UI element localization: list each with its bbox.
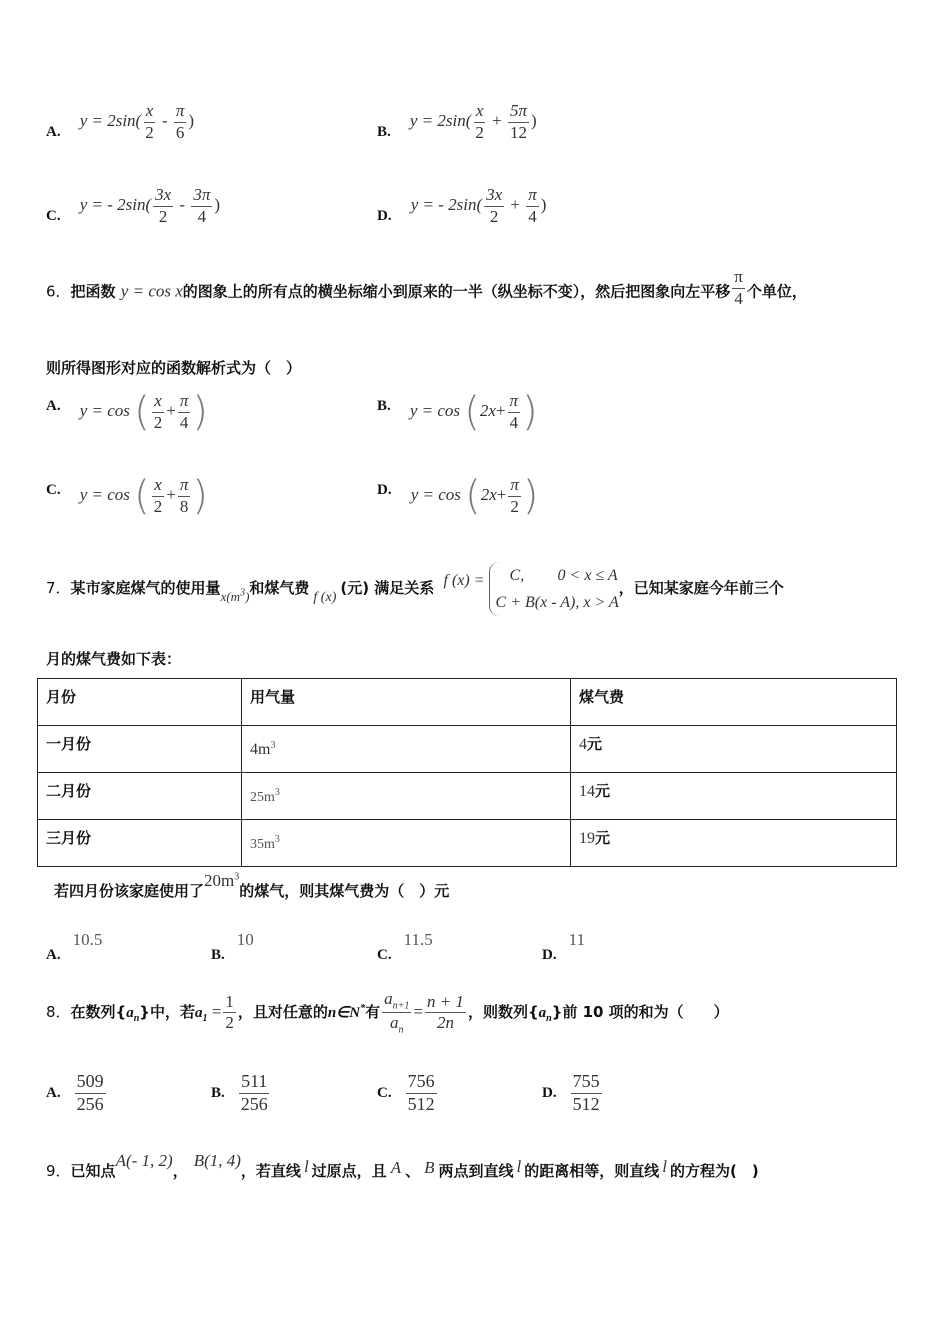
april-usage: $20m^3$ <box>204 871 240 890</box>
frac-num: x <box>144 102 156 123</box>
stem-text: 和煤气费 <box>249 578 310 597</box>
frac-den: 2 <box>489 206 499 226</box>
option-label: B. <box>211 1084 225 1101</box>
frac-num: π <box>174 102 187 123</box>
option-label: D. <box>542 1084 557 1101</box>
q5-option-b[interactable] <box>377 102 537 142</box>
q5-option-a[interactable] <box>46 102 194 142</box>
question-number: 7． <box>46 578 71 597</box>
fee-cell: 14元 <box>571 773 897 820</box>
option-value: 11.5 <box>403 930 433 949</box>
option-label: B. <box>377 398 391 415</box>
stem-text: ，已知某家庭今年前三个 <box>618 578 784 597</box>
q8-option-b[interactable]: B. $\frac{511}{256}$ <box>211 1071 268 1114</box>
frac-den: 2 <box>475 122 484 142</box>
q6-option-c[interactable]: C. y = cos ( $\frac{x}{2}$ + $\frac{\pi}{8}$ ) <box>46 473 208 520</box>
option-value: 10 <box>236 930 254 949</box>
q6-option-b[interactable]: B. y = cos (2x+ $\frac{\pi}{4}$ ) <box>377 389 538 436</box>
table-row <box>38 773 897 820</box>
point-a: A(- 1, 2) <box>115 1151 173 1170</box>
operator: - <box>175 195 190 215</box>
fee-cell: 4元 <box>571 726 897 773</box>
question-number: 9． <box>46 1162 71 1180</box>
stem-text: 的图象上的所有点的横坐标缩小到原来的一半（纵坐标不变），然后把图象向左平移 <box>182 282 731 301</box>
frac-num: π <box>526 186 539 207</box>
expr-suffix: ) <box>540 195 547 215</box>
stem-text: 有 <box>365 1002 381 1021</box>
usage-cell: $4m^3$ <box>242 726 571 773</box>
q9-stem: 9．已知点A(- 1, 2)，B(1, 4)，若直线 l 过原点，且 A 、 B 两点到直线 l 的距离相等，则直线 l 的方程为( ) <box>46 1151 759 1180</box>
function-expr: y = cos x <box>120 281 183 301</box>
q6-stem-line2: 则所得图形对应的函数解析式为（ ） <box>46 359 302 377</box>
q7-followup <box>54 871 450 901</box>
option-label: C. <box>46 208 61 225</box>
option-label: D. <box>377 208 392 225</box>
option-label: A. <box>46 398 61 415</box>
table-header-row <box>38 679 897 726</box>
option-label: A. <box>46 947 61 963</box>
operator: + <box>487 111 506 131</box>
piecewise-function: f (x) = C, 0 < x ≤ A C + B(x - A), x > A <box>444 580 619 597</box>
q5-option-d[interactable] <box>377 186 546 226</box>
shift-fraction: $\frac{\pi}{4}$ <box>734 267 743 308</box>
stem-text: 若四月份该家庭使用了 <box>54 882 205 900</box>
month-cell: 一月份 <box>38 726 242 773</box>
n-natural: n∈N* <box>327 1002 366 1021</box>
stem-text: 过原点，且 <box>311 1162 387 1180</box>
gas-fee-table <box>37 678 897 867</box>
option-label: C. <box>377 947 392 963</box>
option-label: B. <box>211 947 225 963</box>
operator: + <box>166 401 176 421</box>
q6-option-a[interactable]: A. y = cos ( $\frac{x}{2}$ + $\frac{\pi}{4}$ ) <box>46 389 208 436</box>
header-cell: 月份 <box>38 679 242 726</box>
q8-option-c[interactable]: C. $\frac{756}{512}$ <box>377 1071 435 1114</box>
expr-suffix: ) <box>214 195 221 215</box>
frac-den: 12 <box>510 122 527 142</box>
frac-num: x <box>474 102 486 123</box>
stem-text: 的方程为( ) <box>669 1162 759 1180</box>
q8-stem: 8．在数列$\{a_n\}$中，若$a_1$ = $\frac{1}{2}$ ，且对任意的n∈N*有 $\frac{a_{n+1}}{a_n}$ = $\frac{n + 1}{2n}$ ，则数列$\{a_n\}$前 10 项的和为（ ） <box>46 989 729 1036</box>
q8-option-a[interactable]: A. $\frac{509}{256}$ <box>46 1071 104 1114</box>
header-cell: 煤气费 <box>571 679 897 726</box>
point-b: B(1, 4) <box>193 1151 241 1170</box>
q7-option-d[interactable] <box>542 930 585 963</box>
operator: + <box>166 485 176 505</box>
header-cell: 用气量 <box>242 679 571 726</box>
option-label: B. <box>377 124 391 141</box>
table-row <box>38 820 897 867</box>
stem-text: 个单位， <box>746 282 807 301</box>
usage-cell: $35m^3$ <box>242 820 571 867</box>
stem-text: ，且对任意的 <box>237 1002 328 1021</box>
month-cell: 三月份 <box>38 820 242 867</box>
option-label: C. <box>377 1084 392 1101</box>
option-label: C. <box>46 482 61 499</box>
expr-prefix: y = cos <box>79 401 130 421</box>
usage-cell: $25m^3$ <box>242 773 571 820</box>
expr-prefix: y = - 2sin( <box>79 195 152 215</box>
frac-num: 3x <box>153 186 173 207</box>
stem-text: 的煤气，则其煤气费为（ ）元 <box>239 882 450 900</box>
expr-prefix: y = cos <box>410 485 461 505</box>
option-label: A. <box>46 1084 61 1101</box>
frac-den: 2 <box>145 122 154 142</box>
q7-stem <box>46 562 784 616</box>
option-value: 10.5 <box>72 930 103 949</box>
fee-cell: 19元 <box>571 820 897 867</box>
stem-text: 在数列{ <box>70 1002 127 1021</box>
q7-option-c[interactable] <box>377 930 433 963</box>
stem-text: ，则数列{ <box>467 1002 539 1021</box>
stem-text: 的距离相等，则直线 <box>524 1162 660 1180</box>
q7-option-a[interactable] <box>46 930 103 963</box>
operator: + <box>496 485 507 505</box>
frac-den: 4 <box>528 206 537 226</box>
recurrence: $\frac{a_{n+1}}{a_n}$ = $\frac{n + 1}{2n}$ <box>384 989 464 1036</box>
fee-variable: f (x) <box>313 589 337 605</box>
stem-text: 已知点 <box>70 1162 116 1180</box>
expr-prefix: y = cos <box>409 401 461 421</box>
option-label: A. <box>46 124 61 141</box>
q7-stem-line2: 月的煤气费如下表： <box>46 650 182 668</box>
option-label: D. <box>377 482 392 499</box>
table-row <box>38 726 897 773</box>
q6-option-d[interactable]: D. y = cos (2x+ $\frac{\pi}{2}$ ) <box>377 473 539 520</box>
question-number: 8． <box>46 1002 71 1021</box>
q7-option-b[interactable] <box>211 930 254 963</box>
a1-term: $a_1$ <box>194 1004 208 1024</box>
stem-text: 把函数 <box>70 282 116 301</box>
expr-suffix: ) <box>531 111 537 131</box>
frac-den: 2 <box>158 206 168 226</box>
usage-variable: $x(m^3)$ <box>220 587 250 604</box>
frac-den: 4 <box>197 206 207 226</box>
operator: - <box>157 111 172 131</box>
q5-option-c[interactable] <box>46 186 220 226</box>
expr-suffix: ) <box>188 111 195 131</box>
stem-text: }中，若 <box>139 1002 195 1021</box>
stem-text: (元) 满足关系 <box>340 578 435 597</box>
month-cell: 二月份 <box>38 773 242 820</box>
stem-text: 某市家庭煤气的使用量 <box>70 578 221 597</box>
expr-prefix: y = 2sin( <box>79 111 142 131</box>
option-value: 11 <box>568 930 585 949</box>
question-number: 6． <box>46 282 71 301</box>
frac-num: 5π <box>508 102 529 123</box>
frac-num: 3π <box>191 186 212 207</box>
operator: + <box>495 401 506 421</box>
option-label: D. <box>542 947 557 963</box>
frac-den: 6 <box>175 122 185 142</box>
operator: + <box>506 195 525 215</box>
stem-text: 两点到直线 <box>438 1162 514 1180</box>
q8-option-d[interactable]: D. $\frac{755}{512}$ <box>542 1071 600 1114</box>
stem-text: }前 10 项的和为（ ） <box>551 1002 729 1021</box>
expr-prefix: y = - 2sin( <box>410 195 483 215</box>
q6-stem <box>46 267 807 312</box>
stem-text: ，若直线 <box>240 1162 301 1180</box>
expr-prefix: y = cos <box>79 485 130 505</box>
frac-num: 3x <box>484 186 504 207</box>
expr-prefix: y = 2sin( <box>409 111 472 131</box>
